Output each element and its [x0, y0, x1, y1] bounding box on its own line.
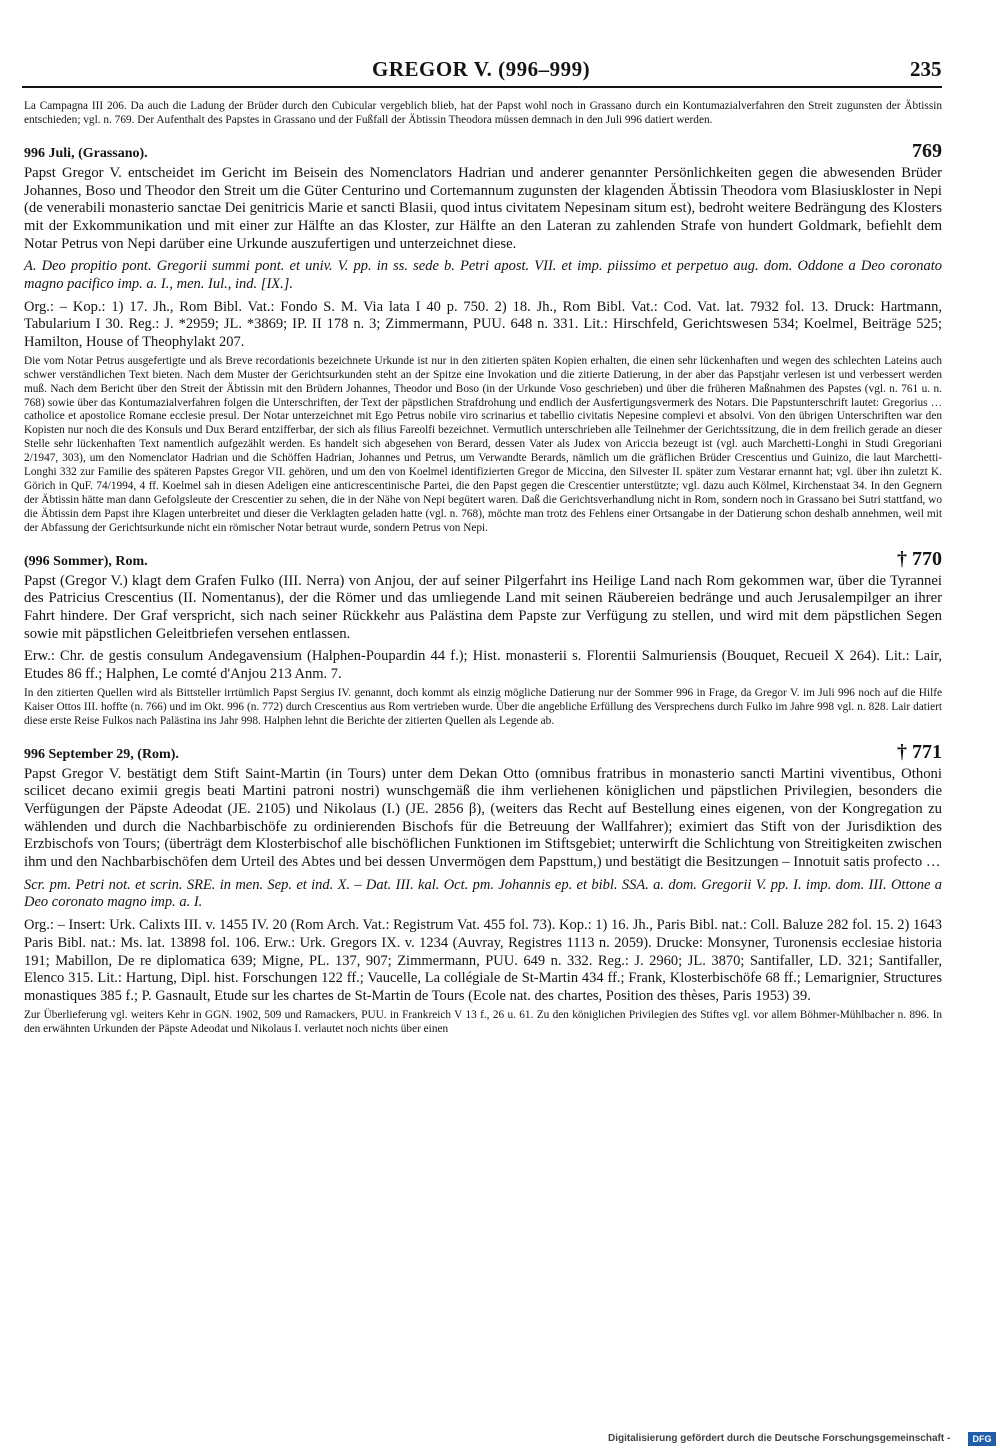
entry-formula: A. Deo propitio pont. Gregorii summi pont. et univ. V. pp. in ss. sede b. Petri apost. VII. et imp. piissimo et perpetuo aug. dom. Oddone a Deo coronato magno pacifico imp. a. I., men. Iul., ind. [IX.]. — [24, 258, 942, 293]
entry-heading — [24, 139, 942, 165]
entry-sources: Org.: – Kop.: 1) 17. Jh., Rom Bibl. Vat.: Fondo S. M. Via lata I 40 p. 750. 2) 18. Jh., Rom Bibl. Vat.: Cod. Vat. lat. 7932 fol. 13. Druck: Hartmann, Tabularium I 30. Reg.: J. *2959; JL. *3869; IP. II 178 n. 3; Zimmermann, PUU. 648 n. 331. Lit.: Hirschfeld, Gerichtswesen 534; Koelmel, Beiträge 525; Hamilton, House of Theophylakt 207. — [24, 298, 942, 351]
entry-regest: Papst Gregor V. entscheidet im Gericht im Beisein des Nomenclators Hadrian und anderer genannter Persönlichkeiten gegen die abwesenden Brüder Johannes, Boso und Theodor den Streit um die Güter Centurino und Cortemannum zugunsten der klagenden Äbtissin Theodora vom Blasiuskloster in Nepi (de venerabili monasterio sanctae Dei genitricis Marie et sancti Blasii, quod intus civitatem Nepesinam situm est), bedroht weitere Bedrängung des Klosters mit der Exkommunikation und mit einer zur Hälfte an das Kloster, zur Hälfte an den Lateran zu zahlenden Strafe von hundert Goldmark, befiehlt dem Notar Petrus von Nepi darüber eine Urkunde auszufertigen und unterzeichnet diese. — [24, 164, 942, 252]
entry-number: † 771 — [897, 740, 942, 763]
entry-commentary: Die vom Notar Petrus ausgefertigte und als Breve recordationis bezeichnete Urkunde ist nur in den zitierten späten Kopien erhalten, die einen sehr lückenhaften und wegen des schlechten Lateins auch schwer verständlichen Text bieten. Nach dem Muster der Gerichtsurkunden steht an der Spitze eine Invokation und die zitierte Datierung, in der aber das Papstjahr verlesen ist und verbessert werden muß. Nach dem Bericht über den Streit der Äbtissin mit den Brüdern Johannes, Theodor und Boso (in der Urkunde Voso geschrieben) und über die früheren Maßnahmen des Papstes (vgl. n. 761 u. n. 768) sowie über das Kontumazialverfahren folgen die Unterschriften, der Text der päpstlichen Strafdrohung und endlich der Ausfertigungsvermerk des Notars. Die Papstunterschrift lautet: Gregorius … catholice et apostolice Romane ecclesie presul. Der Notar unterzeichnet mit Ego Petrus nobile viro scrinarius et tabellio civitatis Nepesine complevi et absolvi. Von den übrigen Unterschriften war den Kopisten nur noch die des Konsuls und Dux Berard entzifferbar, der sich als filius Fareolfi bezeichnet. Vermutlich unterschrieben alle Teilnehmer der Gerichtssitzung, die in dem freilich gerade an dieser Stelle sehr lückenhaften Text namentlich aufgezählt werden. Es handelt sich abgesehen von Berard, dessen Vater als Judex von Ariccia bezeugt ist (vgl. auch Marchetti-Longhi in Studi Gregoriani 2/1947, 303), um den Nomenclator Hadrian und die Schöffen Hadrian, Johannes und Petrus, um Verwandte Berards, nämlich um die gräflichen Brüder Crescentius und Guinizo, die laut Marchetti-Longhi 332 zur Familie des späteren Papstes Gregor VII. gehören, und um den von Koelmel identifizierten Gregor de Miccina, den Silvester II. später zum Vestarar ernannt hat; vgl. über ihn zuletzt K. Görich in QuF. 74/1994, 4 ff. Koelmel sah in diesen Adeligen eine anticrescentinische Partei, die den Papst gegen die Crescentier unterstützte; vgl. dazu auch Kölmel, Kirchenstaat 34. In den Gegnern der Äbtissin hätte man dann Gefolgsleute der Crescentier zu sehen, die in der Nähe von Nepi begütert waren. Daß die Gerichtsverhandlung nicht in Rom, sondern noch in Grassano bei Sutri stattfand, wo die Äbtissin dem Papst ihre Klagen unterbreitet und dieser die Verklagten geladen hatte (vgl. n. 768), möchte man trotz des Fehlens einer Ortsangabe in der Datierung schon deshalb annehmen, weil mit der Abfassung der Gerichtsurkunde nicht ein römischer Notar betraut wurde, sondern Petrus von Nepi. — [24, 354, 942, 534]
entry-771 — [24, 740, 942, 1037]
intro-paragraph: La Campagna III 206. Da auch die Ladung der Brüder durch den Cubicular vergeblich blieb, hat der Papst wohl noch in Grassano durch ein Kontumazialverfahren den Streit zugunsten der Äbtissin entschieden; vgl. n. 769. Der Aufenthalt des Papstes in Grassano und der Fußfall der Äbtissin Theodora müssen demnach in den Juli 996 datiert werden. — [24, 100, 942, 126]
page-body — [24, 100, 942, 1037]
entry-commentary: Zur Überlieferung vgl. weiters Kehr in GGN. 1902, 509 und Ramackers, PUU. in Frankreich V 13 f., 26 u. 61. Zu den königlichen Privilegien des Stiftes vgl. vor allem Böhmer-Mühlbacher n. 896. In den erwähnten Urkunden der Päpste Adeodat und Nikolaus I. verlautet noch nichts über einen — [24, 1008, 942, 1035]
dfg-logo: DFG — [968, 1432, 996, 1446]
entry-number: 769 — [912, 139, 942, 162]
page-number: 235 — [910, 57, 942, 81]
entry-date: 996 September 29, (Rom). — [24, 746, 179, 762]
entry-regest: Papst (Gregor V.) klagt dem Grafen Fulko (III. Nerra) von Anjou, der auf seiner Pilgerfahrt ins Heilige Land nach Rom gekommen war, über die Tyrannei des Patricius Crescentius (II. Nomentanus), der die Römer und das umliegende Land mit seinen Räubereien bedränge und auch Jerusalempilger an ihrer Fahrt hindere. Der Graf verspricht, sich nach seiner Rückkehr aus Palästina dem Papste zur Verfügung zu stellen, und wird mit dem päpstlichen Segen sowie mit päpstlichen Geleitbriefen versehen entlassen. — [24, 572, 942, 642]
entry-heading — [24, 740, 942, 766]
header-rule — [22, 86, 942, 88]
page-header — [0, 0, 1000, 88]
entry-formula: Scr. pm. Petri not. et scrin. SRE. in men. Sep. et ind. X. – Dat. III. kal. Oct. pm. Johannis ep. et bibl. SSA. a. dom. Gregorii V. pp. I. imp. dom. III. Ottone a Deo coronato magno imp. a. I. — [24, 876, 942, 911]
entry-770 — [24, 547, 942, 729]
running-title: GREGOR V. (996–999) — [372, 57, 591, 81]
entry-date: (996 Sommer), Rom. — [24, 553, 148, 569]
entry-heading — [24, 547, 942, 573]
funding-note: Digitalisierung gefördert durch die Deutsche Forschungsgemeinschaft - — [608, 1433, 951, 1444]
entry-769 — [24, 139, 942, 536]
entry-regest: Papst Gregor V. bestätigt dem Stift Saint-Martin (in Tours) unter dem Dekan Otto (omnibus fratribus in monasterio sancti Martini viventibus, Othoni scilicet decano eximii gregis beati Martini patroni nostri) wunschgemäß die ihm verliehenen königlichen und päpstlichen Privilegien, besonders die Verfügungen der Päpste Adeodat (JE. 2105) und Nikolaus (I.) (JE. 2856 β), (weiters das Recht auf Bestellung eines eigenen, von der Kongregation zu wählenden und durch die Nachbarbischöfe zu ordinierenden Bischofs für die Betreuung der Wallfahrer); eximiert das Stift von der Jurisdiktion des Erzbischofs von Tours; (überträgt dem Klosterbischof alle bischöflichen Funktionen im Stiftsgebiet; unterwirft die Schlichtung von Streitigkeiten zwischen ihm und den Nachbarbischöfen dem Urteil des Abtes und bei dessen Unvermögen dem Papsttum,) und bestätigt die Besitzungen – Innotuit satis profecto … — [24, 765, 942, 871]
entry-number: † 770 — [897, 547, 942, 570]
entry-date: 996 Juli, (Grassano). — [24, 145, 148, 161]
entry-sources: Erw.: Chr. de gestis consulum Andegavensium (Halphen-Poupardin 44 f.); Hist. monasterii s. Florentii Salmuriensis (Bouquet, Recueil X 264). Lit.: Lair, Etudes 86 ff.; Halphen, Le comté d'Anjou 213 Anm. 7. — [24, 648, 942, 683]
entry-commentary: In den zitierten Quellen wird als Bittsteller irrtümlich Papst Sergius IV. genannt, doch kommt als einzig mögliche Datierung nur der Sommer 996 in Frage, da Gregor V. im Juli 996 noch auf die Hilfe Kaiser Ottos III. hoffte (n. 766) und im Okt. 996 (n. 772) durch Crescentius aus Rom vertrieben wurde. Über die angebliche Erfüllung des Versprechens durch Fulko im Jahre 998 vgl. n. 828. Lair datiert diese erste Reise Fulkos nach Palästina ins Jahr 998. Halphen lehnt die Berichte der zitierten Quellen als Legende ab. — [24, 686, 942, 727]
digitization-footer — [608, 1432, 1000, 1448]
entry-sources: Org.: – Insert: Urk. Calixts III. v. 1455 IV. 20 (Rom Arch. Vat.: Registrum Vat. 455 fol. 73). Kop.: 1) 16. Jh., Paris Bibl. nat.: Coll. Baluze 282 fol. 15. 2) 1643 Paris Bibl. nat.: Ms. lat. 13898 fol. 106. Erw.: Urk. Gregors IX. v. 1234 (Auvray, Registres 1113 n. 2059). Drucke: Monsyner, Turonensis ecclesiae historia 191; Mabillon, De re diplomatica 639; Migne, PL. 137, 907; Zimmermann, PUU. 649 n. 332. Reg.: J. 2960; JL. 3870; Santifaller, LD. 321; Santifaller, Elenco 315. Lit.: Hartung, Dipl. hist. Forschungen 122 ff.; Vaucelle, La collégiale de St-Martin 434 ff.; Frank, Klosterbischöfe 68 ff.; Lemarignier, Structures monastiques 385 f.; P. Gasnault, Etude sur les chartes de St-Martin de Tours (Ecole nat. des chartes, Position des thèses, Paris 1953) 39. — [24, 917, 942, 1004]
